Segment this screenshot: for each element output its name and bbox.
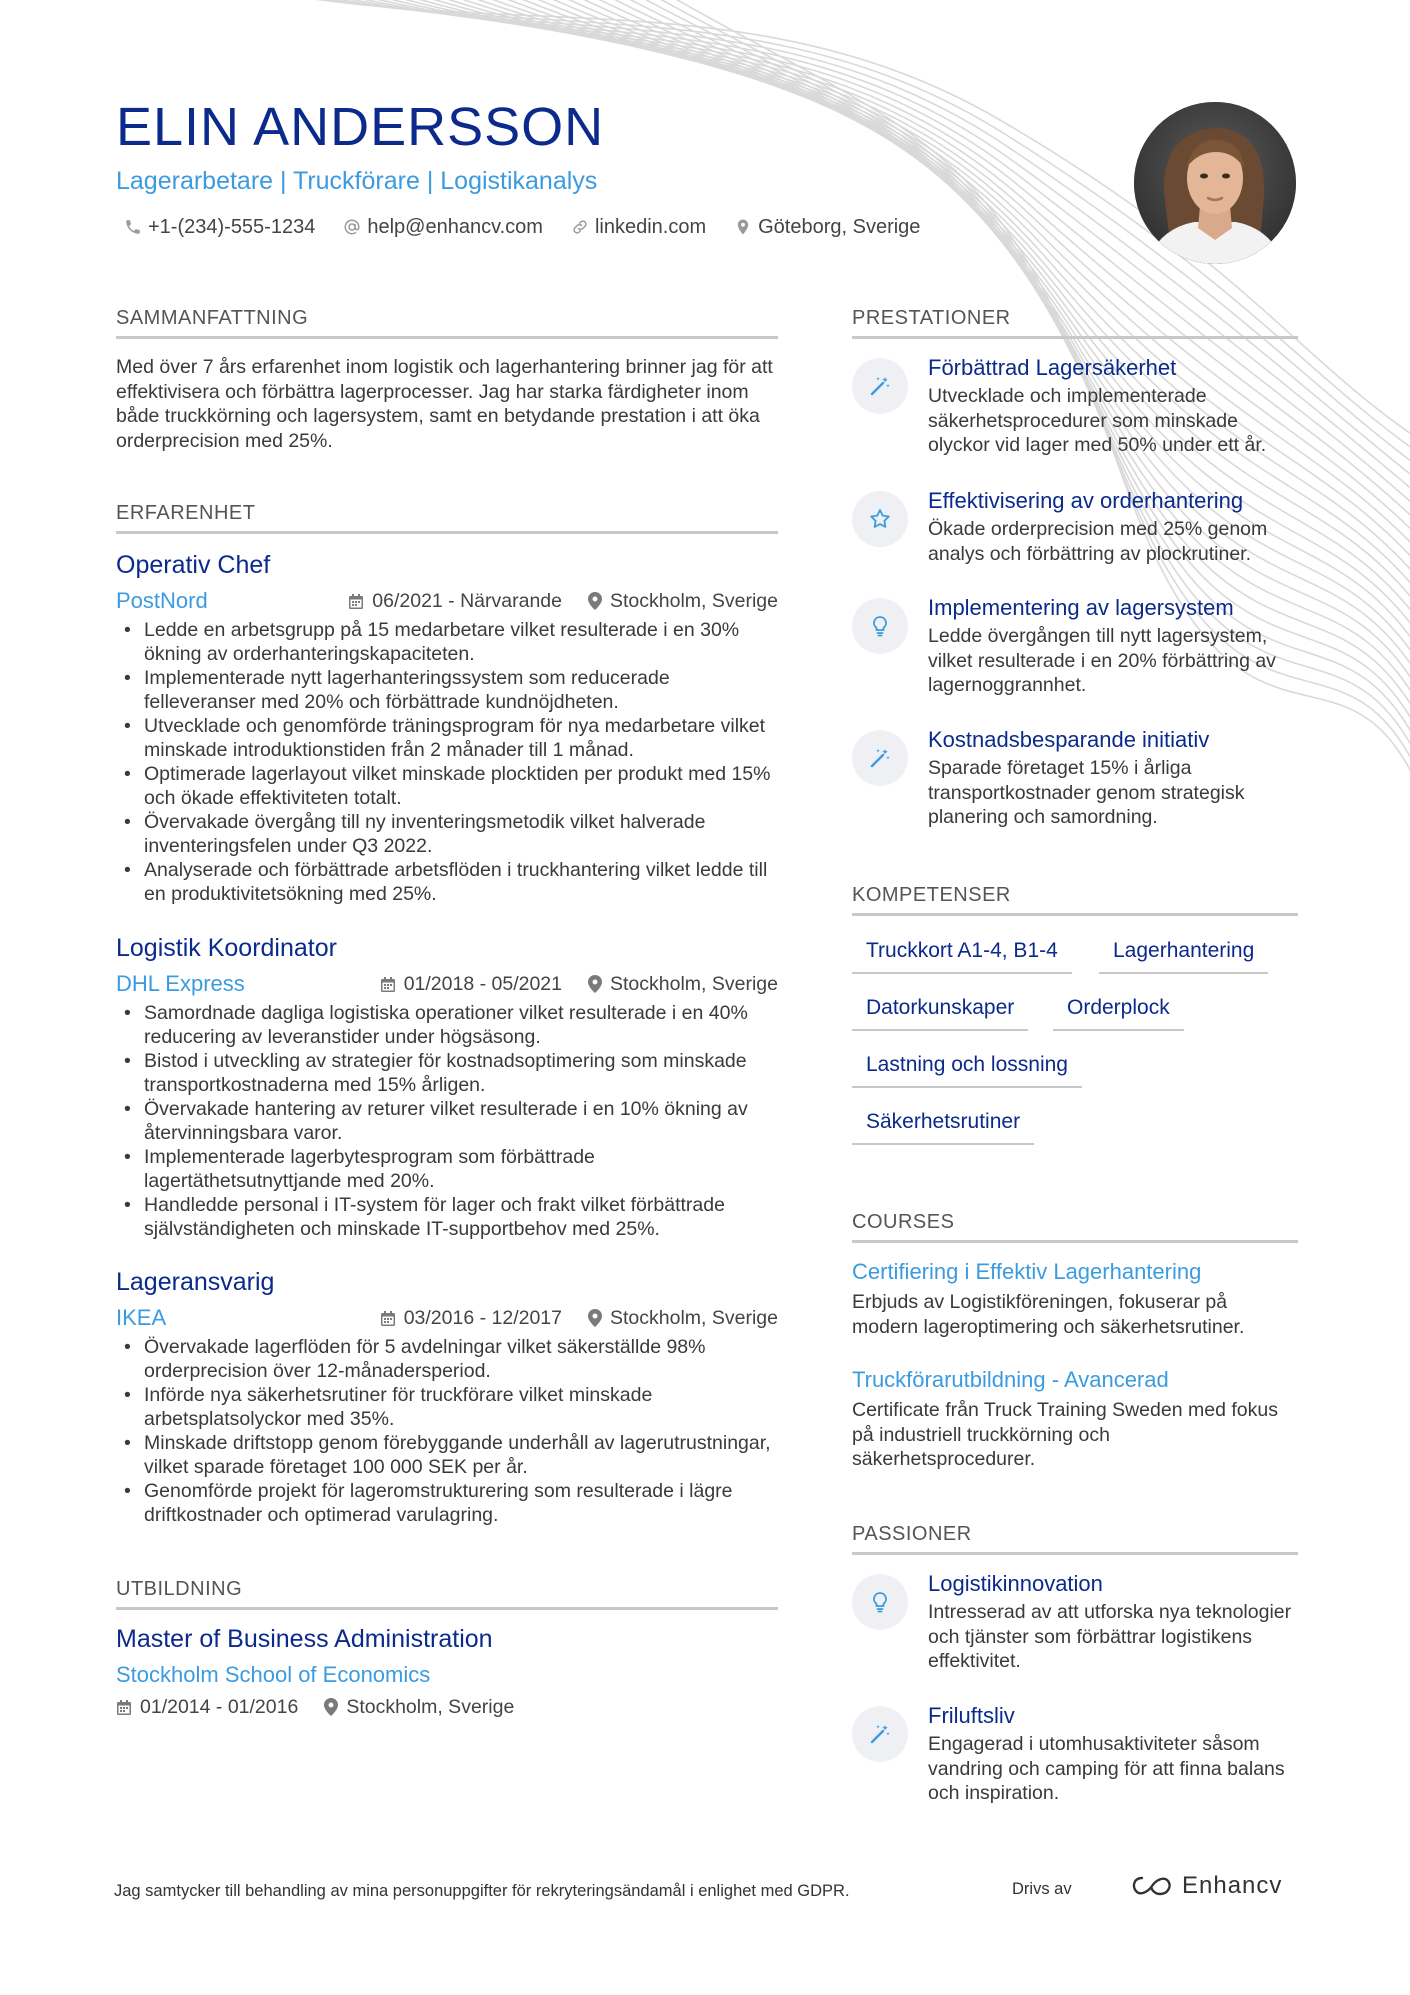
section-title-skills: KOMPETENSER [852,883,1298,916]
course-desc: Erbjuds av Logistikföreningen, fokuserar på modern lageroptimering och säkerhetsrutiner. [852,1291,1245,1338]
phone-icon [124,218,142,236]
company-name: IKEA [116,1305,167,1330]
achievement-desc: Sparade företaget 15% i årliga transportkostnader genom strategisk planering och samordning. [928,757,1245,828]
company-name: DHL Express [116,971,245,996]
achievement-desc: Ökade orderprecision med 25% genom analys och förbättring av plockrutiner. [928,518,1268,565]
magic-wand-icon [868,746,892,770]
contact-linkedin[interactable] [571,213,706,241]
skill-tag: Lagerhantering [1099,938,1268,974]
job-dates [380,973,562,996]
job-entry [116,933,778,1241]
section-title-education: UTBILDNING [116,1577,778,1610]
company-name: PostNord [116,588,208,613]
achievement-desc: Utvecklade och implementerade säkerhetsprocedurer som minskade olyckor vid lager med 50% under ett år. [928,385,1267,456]
magic-wand-icon [868,1722,892,1746]
degree-title: Master of Business Administration [116,1625,493,1653]
bullet-item: • Bistod i utveckling av strategier för kostnadsoptimering som minskade transportkostnaderna med 15% årligen. [116,1049,778,1097]
passion-title: Logistikinnovation [928,1571,1103,1596]
email-text: help@enhancv.com [367,216,543,238]
school-name: Stockholm School of Economics [116,1662,431,1687]
education-dates-text: 01/2014 - 01/2016 [140,1695,299,1718]
candidate-name: ELIN ANDERSSON [116,97,605,157]
job-bullets [116,618,778,906]
calendar-icon [380,976,396,993]
location-text: Göteborg, Sverige [758,216,921,238]
course-item [852,1258,1298,1339]
job-bullets [116,1001,778,1241]
powered-by-label: Drivs av [1012,1880,1072,1898]
achievement-icon-wrap [852,491,908,547]
achievement-desc: Ledde övergången till nytt lagersystem, vilket resulterade i en 20% förbättring av lagernoggrannhet. [928,625,1276,696]
passion-desc: Engagerad i utomhusaktiviteter såsom vandring och camping för att finna balans och inspiration. [928,1733,1285,1804]
achievement-title: Effektivisering av orderhantering [928,488,1244,513]
calendar-icon [116,1699,132,1716]
skill-tag: Säkerhetsrutiner [852,1109,1034,1145]
candidate-tagline: Lagerarbetare | Truckförare | Logistikanalys [116,167,598,195]
location-pin-icon [734,218,752,236]
achievement-icon-wrap [852,598,908,654]
location-pin-icon [588,592,602,610]
bullet-item: • Övervakade lagerflöden för 5 avdelningar vilket säkerställde 98% orderprecision över 12-månadersperiod. [116,1335,778,1383]
bullet-item: • Införde nya säkerhetsrutiner för truckförare vilket minskade arbetsplatsolyckor med 35%. [116,1383,778,1431]
location-pin-icon [588,1309,602,1327]
achievement-item [852,354,1298,458]
passion-title: Friluftsliv [928,1703,1015,1728]
job-dates [380,1307,562,1330]
enhancv-logo-icon [1130,1874,1174,1898]
job-dates-text: 03/2016 - 12/2017 [403,1306,562,1329]
passion-icon-wrap [852,1706,908,1762]
skill-tag: Lastning och lossning [852,1052,1082,1088]
section-title-courses: COURSES [852,1210,1298,1243]
job-title: Logistik Koordinator [116,934,337,962]
calendar-icon [348,593,364,610]
job-location-text: Stockholm, Sverige [610,589,778,612]
bullet-item: • Utvecklade och genomförde träningsprogram för nya medarbetare vilket minskade introduktionstiden från 2 månader till 1 månad. [116,714,778,762]
job-location [588,973,778,996]
bullet-item: • Samordnade dagliga logistiska operationer vilket resulterade i en 40% reducering av leveranstider under högsäsong. [116,1001,778,1049]
job-location [588,1307,778,1330]
profile-photo [1134,102,1296,264]
course-desc: Certificate från Truck Training Sweden med fokus på industriell truckkörning och säkerhetsprocedurer. [852,1399,1278,1470]
section-title-experience: ERFARENHET [116,501,778,534]
phone-text: +1-(234)-555-1234 [148,216,316,238]
course-title: Certifiering i Effektiv Lagerhantering [852,1259,1202,1284]
linkedin-text: linkedin.com [594,216,707,238]
link-icon [571,218,589,236]
education-location [324,1696,514,1719]
enhancv-logo-text: Enhancv [1182,1872,1283,1899]
calendar-icon [380,1310,396,1327]
lightbulb-icon [868,614,892,638]
job-meta [116,1305,778,1331]
at-icon [343,218,361,236]
job-entry [116,1267,778,1527]
job-location-text: Stockholm, Sverige [610,972,778,995]
bullet-item: • Genomförde projekt för lageromstrukturering som resulterade i lägre driftkostnader och optimerad varulagring. [116,1479,778,1527]
achievement-title: Implementering av lagersystem [928,595,1234,620]
course-title: Truckförarutbildning - Avancerad [852,1367,1169,1392]
location-pin-icon [588,975,602,993]
job-title: Lageransvarig [116,1268,275,1296]
summary-text: Med över 7 års erfarenhet inom logistik och lagerhantering brinner jag för att effektivisera och förbättra lagerprocesser. Jag har starka färdigheter inom både truckkörning och lagersystem, samt en betydande prestation i att öka orderprecision med 25%. [116,356,773,452]
bullet-item: • Handledde personal i IT-system för lager och frakt vilket förbättrade självständigheten och minskade IT-supportbehov med 25%. [116,1193,778,1241]
job-meta [116,588,778,614]
achievement-item [852,487,1298,566]
job-dates [348,590,562,613]
section-title-achievements: PRESTATIONER [852,306,1298,339]
bullet-item: • Övervakade övergång till ny inventeringsmetodik vilket halverade inventeringsfelen under Q3 2022. [116,810,778,858]
education-dates [116,1696,298,1719]
achievement-title: Förbättrad Lagersäkerhet [928,355,1177,380]
bullet-item: • Implementerade nytt lagerhanteringssystem som reducerade felleveranser med 20% och förbättrade kundnöjdheten. [116,666,778,714]
skill-tag: Orderplock [1053,995,1184,1031]
education-entry [116,1624,778,1720]
passion-icon-wrap [852,1574,908,1630]
achievement-icon-wrap [852,730,908,786]
enhancv-logo[interactable] [1130,1872,1282,1900]
achievement-item [852,594,1298,698]
job-dates-text: 01/2018 - 05/2021 [403,972,562,995]
job-location [588,590,778,613]
job-entry [116,550,778,906]
job-title: Operativ Chef [116,551,271,579]
achievement-item [852,726,1298,830]
education-meta [116,1694,778,1720]
bullet-item: • Analyserade och förbättrade arbetsflöden i truckhantering vilket ledde till en produktivitetsökning med 25%. [116,858,778,906]
bullet-item: • Implementerade lagerbytesprogram som förbättrade lagertäthetsutnyttjande med 20%. [116,1145,778,1193]
education-location-text: Stockholm, Sverige [346,1695,515,1718]
achievement-icon-wrap [852,358,908,414]
magic-wand-icon [868,374,892,398]
lightbulb-icon [868,1590,892,1614]
bullet-item: • Optimerade lagerlayout vilket minskade plocktiden per produkt med 15% och ökade effektiviteten totalt. [116,762,778,810]
bullet-item: • Ledde en arbetsgrupp på 15 medarbetare vilket resulterade i en 30% ökning av orderhanteringskapaciteten. [116,618,778,666]
skill-tag: Truckkort A1-4, B1-4 [852,938,1072,974]
section-title-summary: SAMMANFATTNING [116,306,778,339]
passion-item [852,1702,1298,1806]
achievement-title: Kostnadsbesparande initiativ [928,727,1210,752]
location-pin-icon [324,1698,338,1716]
portrait-illustration [1134,102,1296,264]
contact-phone[interactable] [124,213,315,241]
skill-tag: Datorkunskaper [852,995,1028,1031]
contact-location [734,213,920,241]
contact-email[interactable] [343,213,543,241]
job-bullets [116,1335,778,1527]
gdpr-consent: Jag samtycker till behandling av mina personuppgifter för rekryteringsändamål i enlighet med GDPR. [114,1882,850,1900]
contact-row [124,213,920,241]
job-meta [116,971,778,997]
course-item [852,1366,1298,1472]
section-title-passions: PASSIONER [852,1522,1298,1555]
star-icon [868,507,892,531]
bullet-item: • Minskade driftstopp genom förebyggande underhåll av lagerutrustningar, vilket sparade företaget 100 000 SEK per år. [116,1431,778,1479]
job-dates-text: 06/2021 - Närvarande [372,589,562,612]
bullet-item: • Övervakade hantering av returer vilket resulterade i en 10% ökning av återvinningsbara varor. [116,1097,778,1145]
passion-desc: Intresserad av att utforska nya teknologier och tjänster som förbättrar logistikens effektivitet. [928,1601,1292,1672]
passion-item [852,1570,1298,1674]
job-location-text: Stockholm, Sverige [610,1306,778,1329]
